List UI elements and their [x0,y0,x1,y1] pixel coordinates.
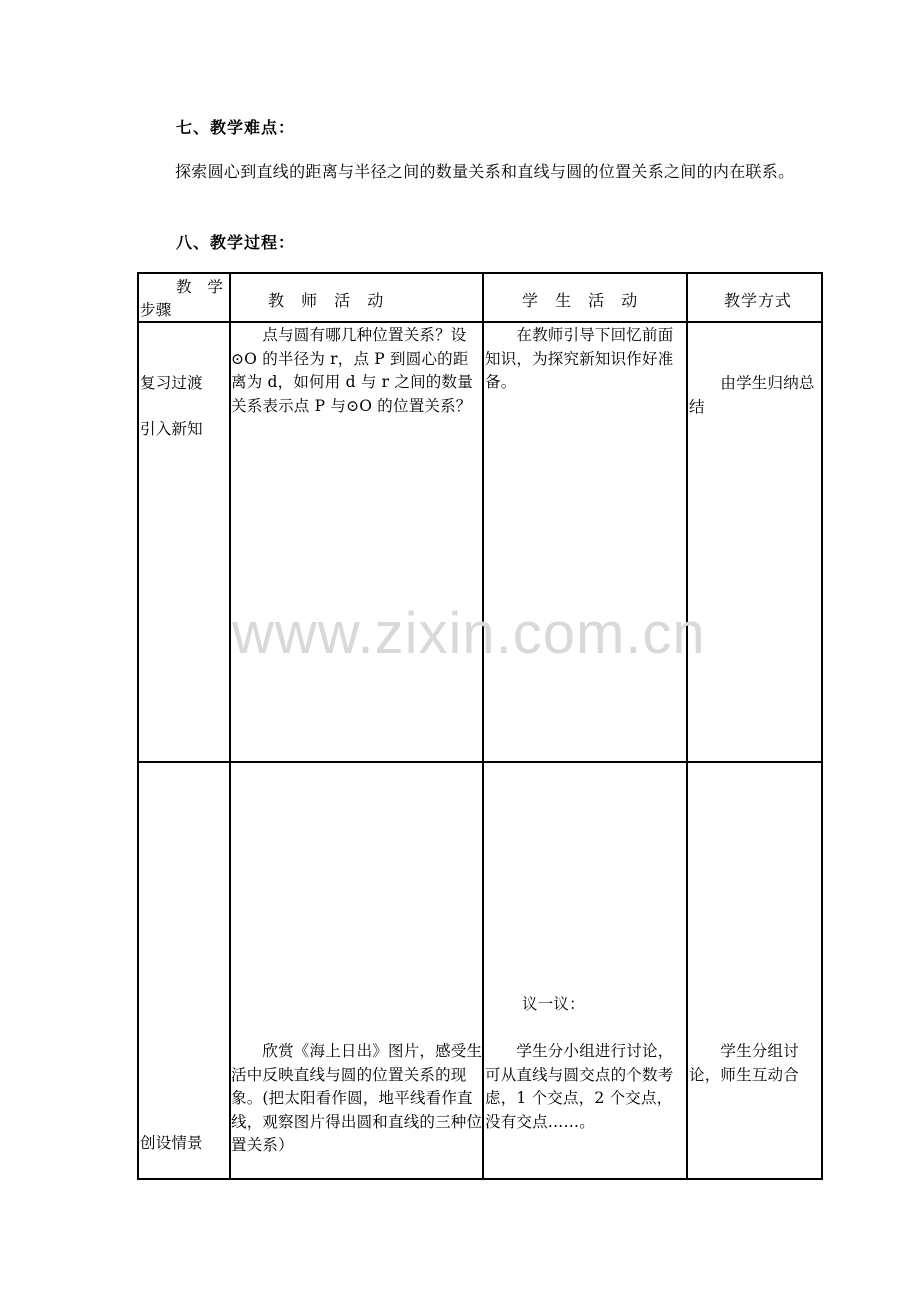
header-teacher-activity: 教 师 活 动 [268,291,390,310]
row2-teaching-method: 学生分组讨论，师生互动合 [689,1042,799,1084]
row2-step: 创设情景 [140,1134,203,1152]
table-row-divider-1 [137,321,823,323]
table-row-divider-2 [137,761,823,763]
row1-step-line2: 引入新知 [140,420,203,438]
section-7-heading: 七、教学难点： [176,118,296,137]
watermark: www.zixin.com.cn [232,601,706,666]
row1-step-line1: 复习过渡 [140,374,203,392]
row2-teacher-activity: 欣赏《海上日出》图片，感受生活中反映直线与圆的位置关系的现象。(把太阳看作圆，地平线看作直线，观察图片得出圆和直线的三种位置关系） [231,1042,483,1154]
table-border-left [137,272,139,1180]
section-8-heading: 八、教学过程： [176,233,296,252]
row2-student-title: 议一议： [522,995,585,1013]
section-7-text: 探索圆心到直线的距离与半径之间的数量关系和直线与圆的位置关系之间的内在联系。 [175,162,795,181]
row2-student-activity: 学生分小组进行讨论，可从直线与圆交点的个数考虑，1 个交点，2 个交点，没有交点……。 [485,1042,674,1131]
header-step-line2: 步骤 [140,301,172,319]
table-border-top [137,272,823,274]
row1-student-activity: 在教师引导下回忆前面知识，为探究新知识作好准备。 [485,326,674,391]
header-step-line1: 教 学 [176,278,224,296]
row1-teacher-activity: 点与圆有哪几种位置关系？设⊙O 的半径为 r，点 P 到圆心的距离为 d，如何用 d 与 r 之间的数量关系表示点 P 与⊙O 的位置关系？ [231,326,473,415]
header-student-activity: 学 生 活 动 [522,291,644,310]
header-teaching-method: 教学方式 [724,291,793,310]
row1-teaching-method: 由学生归纳总结 [689,374,815,416]
table-border-bottom [137,1178,823,1180]
